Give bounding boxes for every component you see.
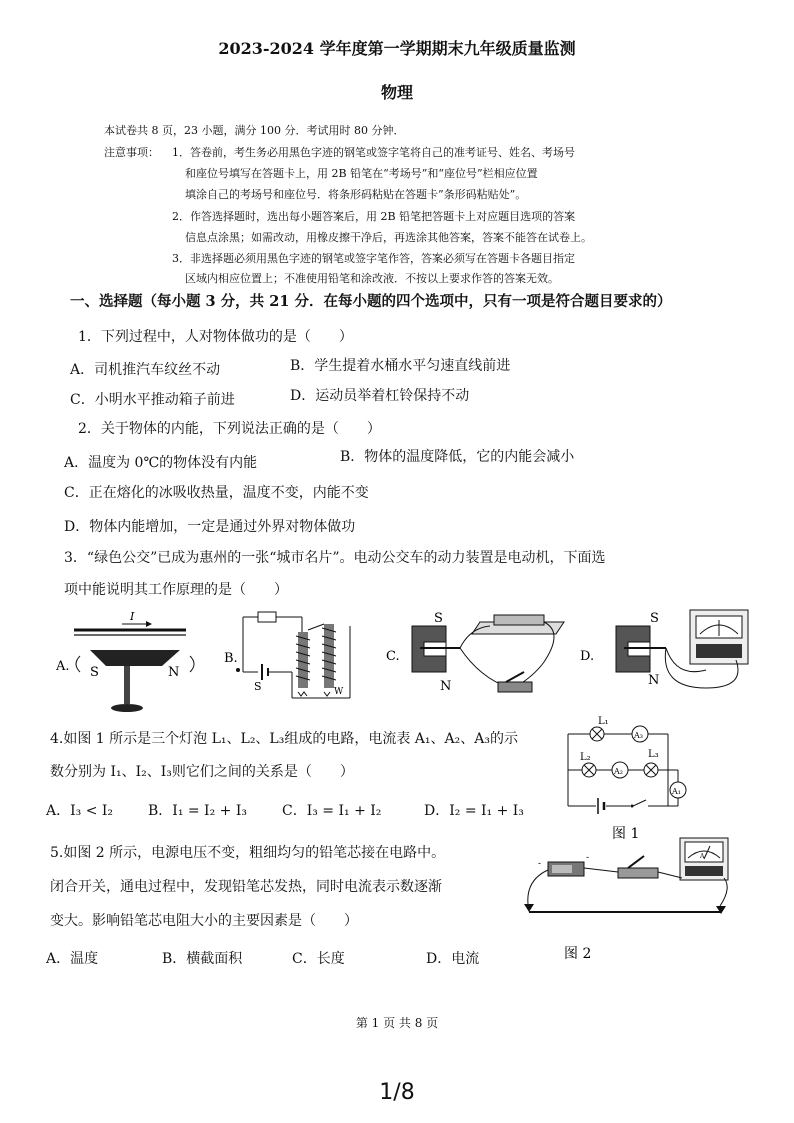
question-1-option-d: D．运动员举着杠铃保持不动 <box>290 388 470 404</box>
figure-1-a2-label: A₂ <box>614 767 623 776</box>
question-3-figure-c <box>386 604 576 704</box>
figure-1-l1-label: L₁ <box>598 716 609 727</box>
figure-2-meter-unit: A <box>700 853 705 860</box>
question-3-stem-line2: 项中能说明其工作原理的是（ ） <box>64 582 288 598</box>
figure-1-l2-label: L₂ <box>580 752 591 763</box>
notice-item: 和座位号填写在答题卡上，用 2B 铅笔在“考场号”和“座位号”栏相应位置 <box>185 167 538 180</box>
figure-d-south-label: S <box>650 611 659 626</box>
notice-item: 填涂自己的考场号和座位号．将条形码粘贴在答题卡”条形码粘贴处”。 <box>185 188 527 201</box>
question-5-stem-line2: 闭合开关，通电过程中，发现铅笔芯发热，同时电流表示数逐渐 <box>50 879 442 895</box>
figure-1-a1-label: A₁ <box>672 787 681 796</box>
notice-item: 区域内相应位置上；不准使用铅笔和涂改液．不按以上要求作答的答案无效。 <box>185 272 559 285</box>
question-4-stem-line1: 4.如图 1 所示是三个灯泡 L₁、L₂、L₃组成的电路，电流表 A₁、A₂、A₃的示 <box>50 731 518 747</box>
question-5-option-c: C．长度 <box>292 951 345 967</box>
figure-c-option-label: C. <box>386 649 400 664</box>
svg-text:-: - <box>586 853 590 863</box>
question-5-stem-line1: 5.如图 2 所示，电源电压不变，粗细均匀的铅笔芯接在电路中。 <box>50 845 446 861</box>
figure-d-option-label: D. <box>580 649 595 664</box>
figure-1-a3-label: A₃ <box>634 731 643 740</box>
notice-item: 1．答卷前，考生务必用黑色字迹的钢笔或签字笔将自己的准考证号、姓名、考场号 <box>172 146 575 159</box>
figure-d-north-label: N <box>648 673 660 688</box>
question-2-option-d: D．物体内能增加，一定是通过外界对物体做功 <box>64 519 356 535</box>
question-4-option-c: C．I₃ = I₁ + I₂ <box>282 803 382 819</box>
question-3-figure-d <box>580 604 760 704</box>
question-2-option-c: C．正在熔化的冰吸收热量，温度不变，内能不变 <box>64 485 369 501</box>
figure-c-north-label: N <box>440 679 452 694</box>
notice-intro: 本试卷共 8 页，23 小题，满分 100 分．考试用时 80 分钟． <box>104 124 405 137</box>
svg-text:-: - <box>538 859 542 869</box>
figure-1-l3-label: L₃ <box>648 749 659 760</box>
notice-label: 注意事项： <box>104 146 159 159</box>
figure-b-switch-label: S <box>254 680 262 693</box>
question-2-option-a: A．温度为 0℃的物体没有内能 <box>64 455 258 471</box>
question-3-stem-line1: 3．“绿色公交”已成为惠州的一张“城市名片”。电动公交车的动力装置是电动机，下面选 <box>64 550 606 566</box>
page-footer: 第 1 页 共 8 页 <box>355 1016 439 1030</box>
question-5-option-d: D．电流 <box>426 951 480 967</box>
subject-title: 物理 <box>380 83 413 102</box>
figure-1-caption: 图 1 <box>612 826 640 842</box>
notice-item: 2．作答选择题时，选出每小题答案后，用 2B 铅笔把答题卡上对应题目选项的答案 <box>172 210 576 223</box>
figure-2-caption: 图 2 <box>564 946 592 962</box>
section-heading: 一、选择题（每小题 3 分，共 21 分．在每小题的四个选项中，只有一项是符合题目要求的） <box>70 293 672 310</box>
question-5-option-a: A．温度 <box>46 951 99 967</box>
figure-a-north-label: N <box>168 665 180 680</box>
question-2-stem: 2．关于物体的内能，下列说法正确的是（ ） <box>78 421 381 437</box>
question-1-option-b: B．学生提着水桶水平匀速直线前进 <box>290 358 511 374</box>
question-4-option-b: B．I₁ = I₂ + I₃ <box>148 803 247 819</box>
figure-2-circuit <box>520 826 734 966</box>
question-4-stem-line2: 数分别为 I₁、I₂、I₃则它们之间的关系是（ ） <box>50 764 354 780</box>
question-4-option-d: D．I₂ = I₁ + I₃ <box>424 803 524 819</box>
figure-b-marker-label: W <box>334 687 344 697</box>
page-indicator: 1/8 <box>379 1080 415 1105</box>
question-5-stem-line3: 变大。影响铅笔芯电阻大小的主要因素是（ ） <box>50 913 358 929</box>
figure-b-option-label: B. <box>224 651 238 666</box>
figure-a-current-label: I <box>130 610 135 623</box>
notice-item: 3．非选择题必须用黑色字迹的钢笔或签字笔作答，答案必须写在答题卡各题目指定 <box>172 252 575 265</box>
figure-a-option-label: A. <box>56 659 70 674</box>
figure-a-south-label: S <box>90 665 99 680</box>
question-3-figure-b <box>218 606 368 716</box>
question-1-stem: 1．下列过程中，人对物体做功的是（ ） <box>78 329 353 345</box>
question-1-option-c: C．小明水平推动箱子前进 <box>70 392 235 408</box>
exam-title: 2023-2024 学年度第一学期期末九年级质量监测 <box>218 39 576 58</box>
notice-item: 信息点涂黑；如需改动，用橡皮擦干净后，再选涂其他答案，答案不能答在试卷上。 <box>185 231 592 244</box>
question-3-figure-a <box>50 608 220 718</box>
question-4-option-a: A．I₃ < I₂ <box>46 803 114 819</box>
question-5-option-b: B．横截面积 <box>162 951 243 967</box>
figure-c-south-label: S <box>434 611 443 626</box>
question-1-option-a: A．司机推汽车纹丝不动 <box>70 362 221 378</box>
question-2-option-b: B．物体的温度降低，它的内能会减小 <box>340 449 575 465</box>
